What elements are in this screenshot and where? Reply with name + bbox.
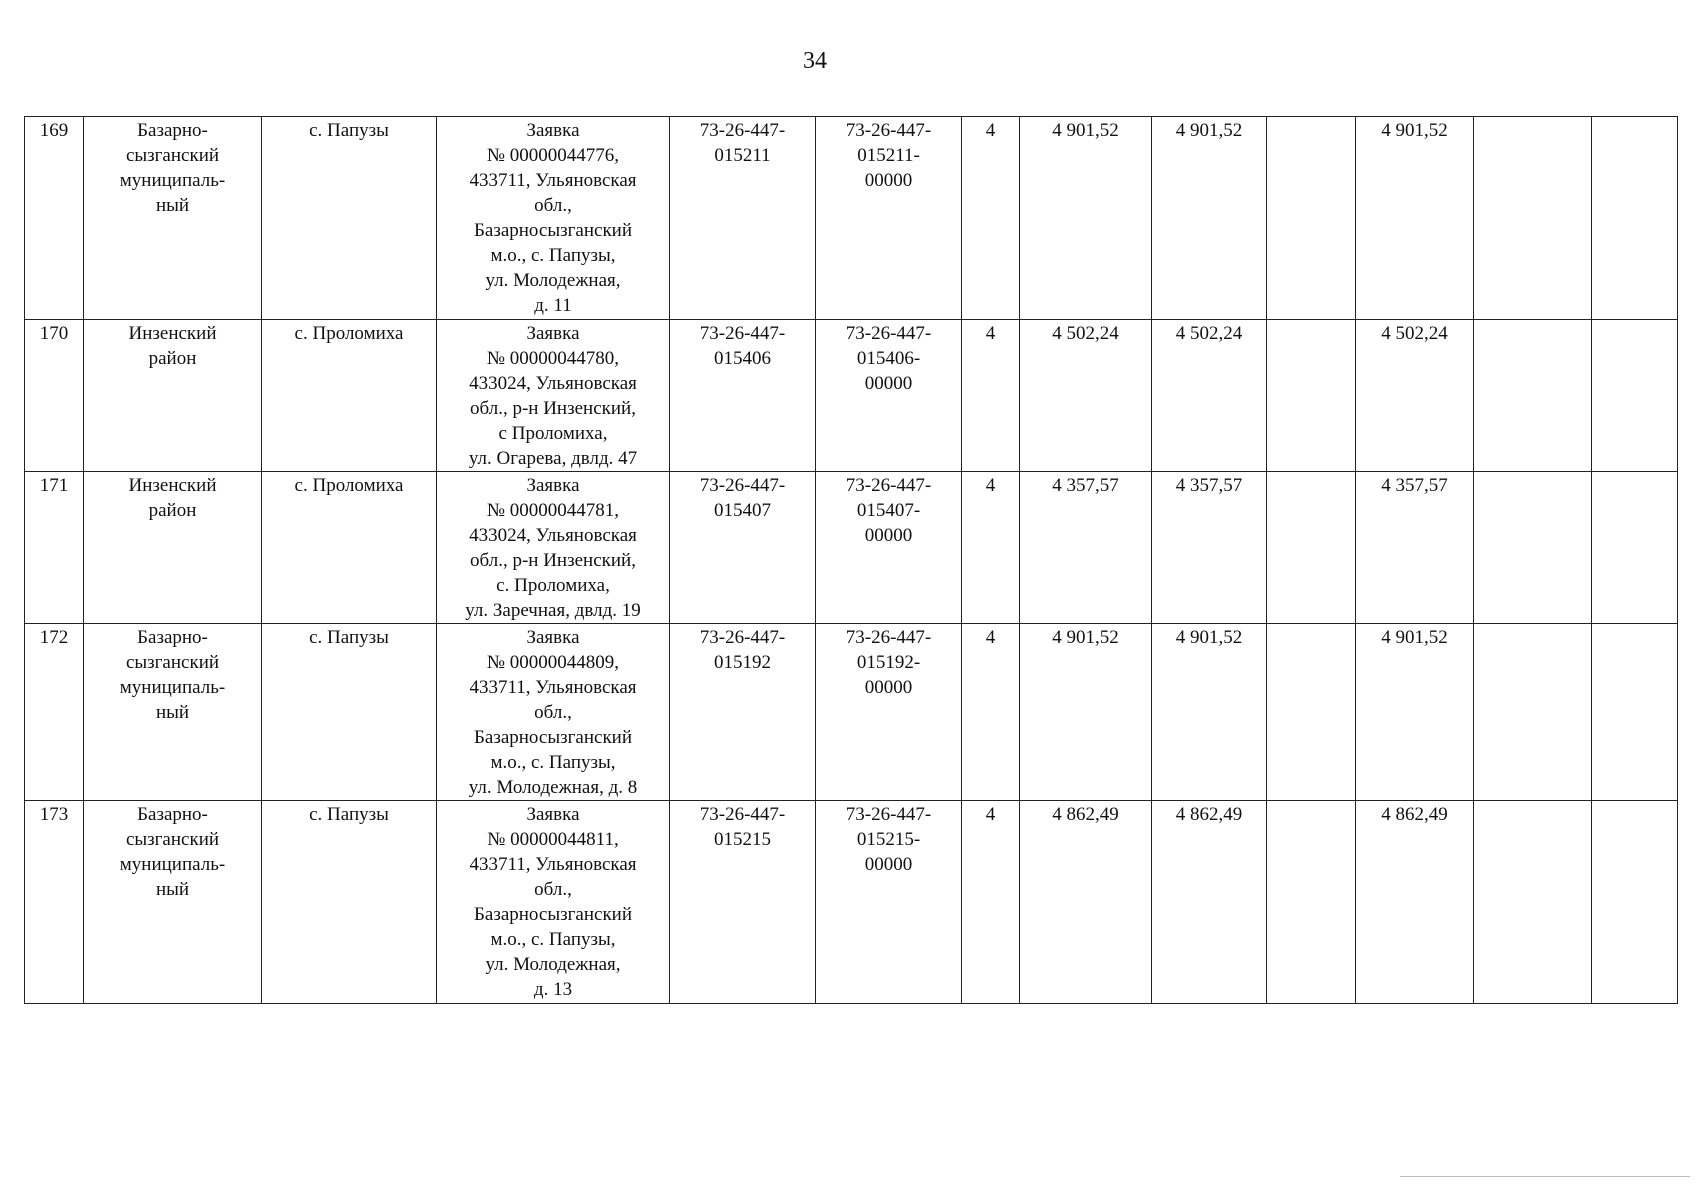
amount-cell-1: 4 901,52 — [1020, 624, 1152, 801]
extra-cell-2 — [1592, 472, 1678, 624]
table-row — [25, 624, 1678, 801]
settlement-cell: с. Проломиха — [262, 320, 437, 472]
table-row — [25, 801, 1678, 1004]
extra-cell-2 — [1592, 117, 1678, 320]
amount-cell-4: 4 357,57 — [1356, 472, 1474, 624]
object-code-cell: 73-26-447- 015215- 00000 — [816, 801, 962, 1004]
settlement-cell: с. Папузы — [262, 801, 437, 1004]
scan-footer-line — [1400, 1176, 1690, 1177]
amount-cell-3 — [1267, 801, 1356, 1004]
amount-cell-4: 4 901,52 — [1356, 117, 1474, 320]
address-cell: Заявка № 00000044809, 433711, Ульяновская обл., Базарносызганский м.о., с. Папузы, ул. Молодежная, д. 8 — [437, 624, 670, 801]
cadastral-code-cell: 73-26-447- 015215 — [670, 801, 816, 1004]
extra-cell-1 — [1474, 801, 1592, 1004]
amount-cell-4: 4 901,52 — [1356, 624, 1474, 801]
table-row — [25, 320, 1678, 472]
amount-cell-4: 4 862,49 — [1356, 801, 1474, 1004]
amount-cell-2: 4 901,52 — [1152, 624, 1267, 801]
quantity-cell: 4 — [962, 320, 1020, 472]
amount-cell-3 — [1267, 472, 1356, 624]
amount-cell-1: 4 862,49 — [1020, 801, 1152, 1004]
extra-cell-1 — [1474, 117, 1592, 320]
address-cell: Заявка № 00000044811, 433711, Ульяновская обл., Базарносызганский м.о., с. Папузы, ул. Молодежная, д. 13 — [437, 801, 670, 1004]
row-number: 169 — [25, 117, 84, 320]
district-cell: Базарно- сызганский муниципаль- ный — [84, 117, 262, 320]
cadastral-code-cell: 73-26-447- 015407 — [670, 472, 816, 624]
district-cell: Инзенский район — [84, 320, 262, 472]
address-cell: Заявка № 00000044781, 433024, Ульяновская обл., р-н Инзенский, с. Проломиха, ул. Заречная, двлд. 19 — [437, 472, 670, 624]
extra-cell-1 — [1474, 320, 1592, 472]
row-number: 172 — [25, 624, 84, 801]
district-cell: Базарно- сызганский муниципаль- ный — [84, 801, 262, 1004]
amount-cell-2: 4 901,52 — [1152, 117, 1267, 320]
table-row — [25, 117, 1678, 320]
object-code-cell: 73-26-447- 015192- 00000 — [816, 624, 962, 801]
amount-cell-3 — [1267, 117, 1356, 320]
quantity-cell: 4 — [962, 472, 1020, 624]
row-number: 170 — [25, 320, 84, 472]
row-number: 173 — [25, 801, 84, 1004]
object-code-cell: 73-26-447- 015211- 00000 — [816, 117, 962, 320]
quantity-cell: 4 — [962, 624, 1020, 801]
settlement-cell: с. Папузы — [262, 117, 437, 320]
registry-table — [24, 116, 1678, 1004]
cadastral-code-cell: 73-26-447- 015192 — [670, 624, 816, 801]
extra-cell-2 — [1592, 320, 1678, 472]
quantity-cell: 4 — [962, 117, 1020, 320]
extra-cell-2 — [1592, 624, 1678, 801]
amount-cell-3 — [1267, 624, 1356, 801]
amount-cell-2: 4 502,24 — [1152, 320, 1267, 472]
cadastral-code-cell: 73-26-447- 015211 — [670, 117, 816, 320]
amount-cell-1: 4 502,24 — [1020, 320, 1152, 472]
quantity-cell: 4 — [962, 801, 1020, 1004]
address-cell: Заявка № 00000044776, 433711, Ульяновская обл., Базарносызганский м.о., с. Папузы, ул. Молодежная, д. 11 — [437, 117, 670, 320]
amount-cell-2: 4 357,57 — [1152, 472, 1267, 624]
amount-cell-2: 4 862,49 — [1152, 801, 1267, 1004]
extra-cell-1 — [1474, 624, 1592, 801]
amount-cell-1: 4 901,52 — [1020, 117, 1152, 320]
object-code-cell: 73-26-447- 015407- 00000 — [816, 472, 962, 624]
table-body — [25, 117, 1678, 1004]
row-number: 171 — [25, 472, 84, 624]
extra-cell-2 — [1592, 801, 1678, 1004]
amount-cell-3 — [1267, 320, 1356, 472]
table-row — [25, 472, 1678, 624]
cadastral-code-cell: 73-26-447- 015406 — [670, 320, 816, 472]
address-cell: Заявка № 00000044780, 433024, Ульяновская обл., р-н Инзенский, с Проломиха, ул. Огарева, двлд. 47 — [437, 320, 670, 472]
district-cell: Базарно- сызганский муниципаль- ный — [84, 624, 262, 801]
extra-cell-1 — [1474, 472, 1592, 624]
district-cell: Инзенский район — [84, 472, 262, 624]
amount-cell-4: 4 502,24 — [1356, 320, 1474, 472]
amount-cell-1: 4 357,57 — [1020, 472, 1152, 624]
object-code-cell: 73-26-447- 015406- 00000 — [816, 320, 962, 472]
settlement-cell: с. Папузы — [262, 624, 437, 801]
page-number: 34 — [803, 48, 827, 74]
settlement-cell: с. Проломиха — [262, 472, 437, 624]
